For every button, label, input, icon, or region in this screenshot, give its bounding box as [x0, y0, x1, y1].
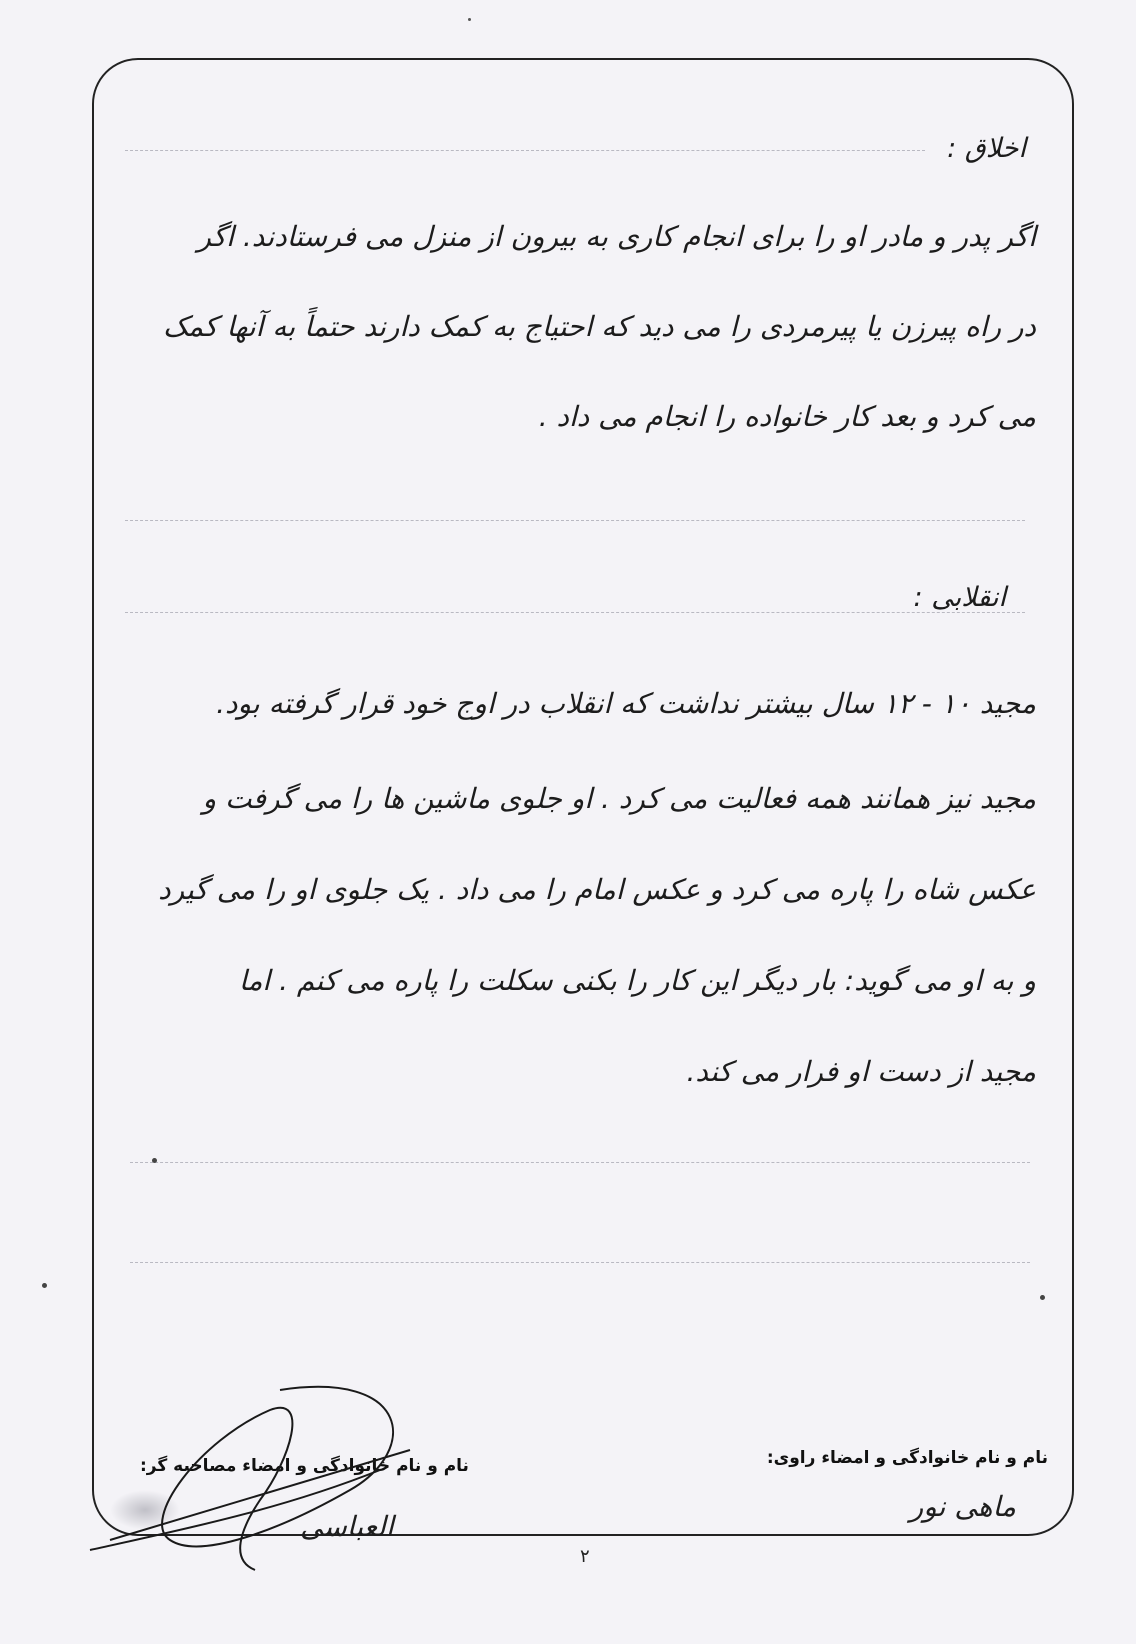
narrator-signature: ماهی نور: [909, 1490, 1016, 1523]
signature-scribble-icon: [80, 1380, 420, 1580]
ruled-line: [130, 1262, 1030, 1263]
ruled-line: [125, 612, 1025, 613]
text-line: مجید ۱۰ - ۱۲ سال بیشتر نداشت که انقلاب در اوج خود قرار گرفته بود.: [216, 687, 1036, 720]
text-line: اگر پدر و مادر او را برای انجام کاری به بیرون از منزل می فرستادند. اگر: [197, 220, 1036, 253]
ink-dot: [1040, 1295, 1045, 1300]
text-line: عکس شاه را پاره می کرد و عکس امام را می داد . یک جلوی او را می گیرد: [158, 873, 1036, 906]
ruled-line: [125, 520, 1025, 521]
interviewer-signature-label: نام و نام خانوادگی و امضاء مصاحبه گر:: [140, 1456, 469, 1476]
section-heading-revolutionary: انقلابی :: [913, 582, 1006, 613]
page-number: ۲: [580, 1546, 590, 1567]
ruled-line: [125, 150, 925, 151]
text-line: می کرد و بعد کار خانواده را انجام می داد .: [538, 400, 1036, 433]
section-heading-ethics: اخلاق :: [947, 133, 1026, 164]
interviewer-signature: العباسی: [300, 1510, 394, 1543]
ruled-line: [130, 1162, 1030, 1163]
text-line: در راه پیرزن یا پیرمردی را می دید که احتیاج به کمک دارند حتماً به آنها کمک: [162, 310, 1036, 343]
text-line: و به او می گوید: بار دیگر این کار را بکنی سکلت را پاره می کنم . اما: [238, 964, 1036, 997]
ink-dot: [152, 1158, 157, 1163]
text-line: مجید نیز همانند همه فعالیت می کرد . او جلوی ماشین ها را می گرفت و: [202, 782, 1036, 815]
text-line: مجید از دست او فرار می کند.: [686, 1055, 1036, 1088]
narrator-signature-label: نام و نام خانوادگی و امضاء راوی:: [766, 1448, 1048, 1468]
ink-dot: [42, 1283, 47, 1288]
page-speck: [468, 18, 471, 21]
